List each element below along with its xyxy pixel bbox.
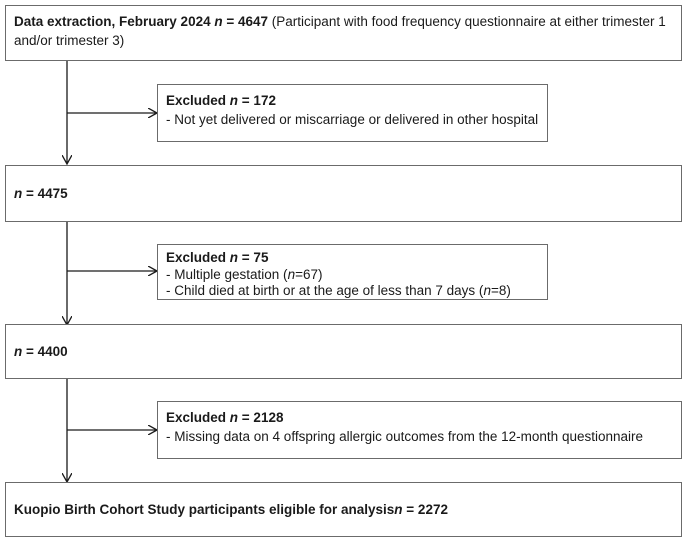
- excluded-heading: [166, 91, 539, 110]
- final-title: Kuopio Birth Cohort Study participants eligible for analysis: [14, 502, 395, 517]
- reason-count: =67): [295, 267, 323, 282]
- n-label: n: [214, 14, 223, 29]
- excluded-label: Excluded: [166, 93, 227, 108]
- excluded-label: Excluded: [166, 250, 227, 265]
- n-label: n: [394, 502, 403, 517]
- box-excluded-2: [157, 244, 548, 300]
- n-label: n: [14, 186, 23, 201]
- n-value: = 172: [238, 93, 276, 108]
- n-value: = 4647: [222, 14, 269, 29]
- box-n-4475: [5, 165, 682, 222]
- exclusion-reason: [166, 267, 539, 283]
- reason-text: - Missing data on 4 offspring allergic outcomes from the 12-month questionnaire: [166, 429, 644, 444]
- data-extraction-detail: (Participant with food frequency questionnaire at either trimester 1 and/or trimester 3): [14, 14, 666, 48]
- excluded-heading: [166, 408, 673, 427]
- n-label: n: [14, 344, 23, 359]
- reason-count: =8): [490, 283, 511, 298]
- n-value: = 2128: [238, 410, 284, 425]
- n-value: = 4475: [22, 186, 68, 201]
- exclusion-reason: [166, 283, 539, 299]
- n-value: = 75: [238, 250, 269, 265]
- data-extraction-title: Data extraction, February 2024: [14, 14, 211, 29]
- box-excluded-3: [157, 401, 682, 459]
- n-label: n: [287, 267, 296, 282]
- reason-text: - Multiple gestation (: [166, 267, 288, 282]
- n-value: = 4400: [22, 344, 68, 359]
- excluded-label: Excluded: [166, 410, 227, 425]
- reason-text: - Not yet delivered or miscarriage or delivered in other hospital: [166, 112, 539, 127]
- excluded-heading: [166, 248, 539, 267]
- n-label: n: [483, 283, 491, 298]
- box-excluded-1: [157, 84, 548, 142]
- exclusion-reason: [166, 110, 539, 129]
- box-eligible-participants: [5, 482, 682, 537]
- box-data-extraction: [5, 5, 682, 61]
- n-label: n: [229, 250, 239, 265]
- n-label: n: [229, 93, 239, 108]
- exclusion-reason: [166, 427, 673, 446]
- reason-text: - Child died at birth or at the age of less than 7 days (: [166, 283, 484, 298]
- box-n-4400: [5, 324, 682, 379]
- n-value: = 2272: [402, 502, 448, 517]
- n-label: n: [229, 410, 239, 425]
